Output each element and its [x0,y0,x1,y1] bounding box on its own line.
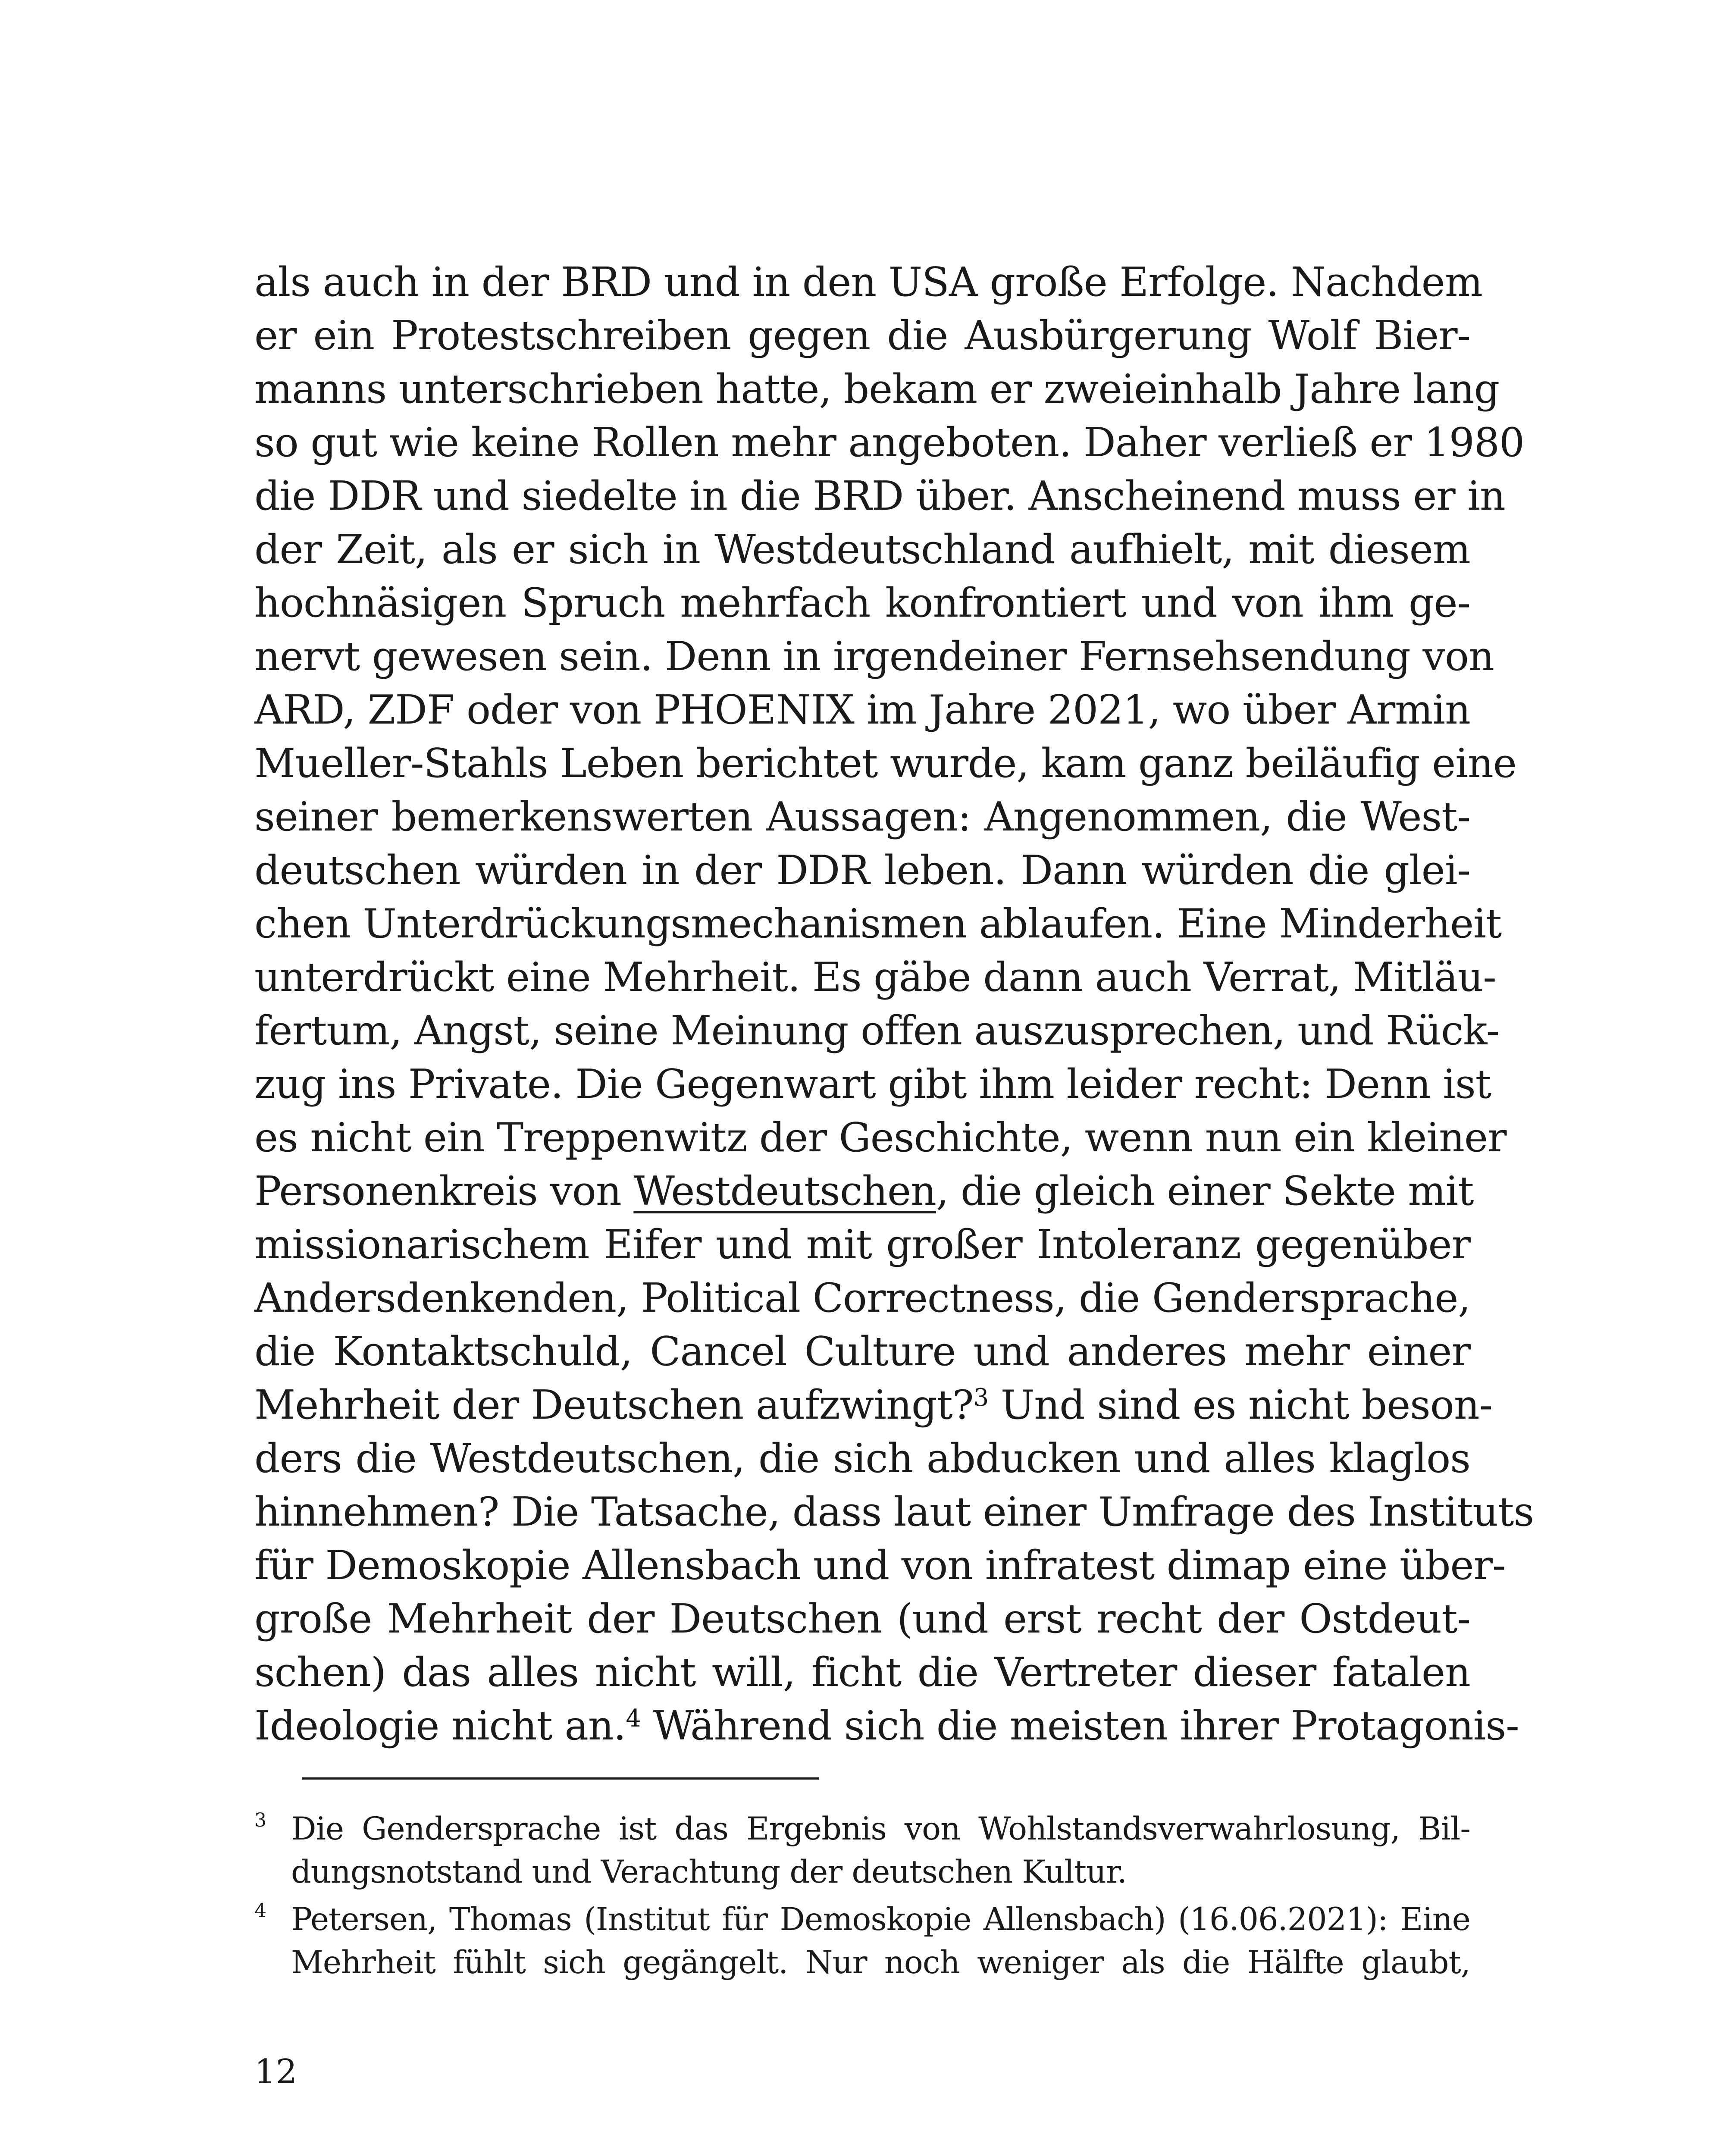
text-line: fertum, Angst, seine Meinung offen auszusprechen, und Rück- [254,1007,1500,1054]
text-segment: Während sich die meisten ihrer Protagonis- [641,1702,1519,1749]
text-line: Andersdenkenden, Political Correctness, die Gendersprache, [254,1275,1470,1321]
footnote [254,1808,1470,1894]
text-line-with-underline [254,1164,1474,1218]
text-line: für Demoskopie Allensbach und von infratest dimap eine über- [254,1542,1506,1589]
text-line: es nicht ein Treppenwitz der Geschichte, wenn nun ein kleiner [254,1114,1506,1161]
text-line: große Mehrheit der Deutschen (und erst recht der Ostdeut- [254,1595,1470,1642]
text-line: schen) das alles nicht will, ficht die Vertreter dieser fatalen [254,1649,1470,1695]
text-line: chen Unterdrückungsmechanismen ablaufen. Eine Minderheit [254,900,1502,947]
footnote [254,1898,1470,1984]
text-segment: Mehrheit der Deutschen aufzwingt? [254,1382,974,1428]
text-line: manns unterschrieben hatte, bekam er zweieinhalb Jahre lang [254,366,1500,412]
text-line: der Zeit, als er sich in Westdeutschland aufhielt, mit diesem [254,526,1470,573]
footnote-reference[interactable]: 4 [626,1705,641,1733]
text-line: unterdrückt eine Mehrheit. Es gäbe dann auch Verrat, Mitläu- [254,954,1496,1000]
text-line: deutschen würden in der DDR leben. Dann würden die glei- [254,847,1470,893]
text-line: zug ins Private. Die Gegenwart gibt ihm leider recht: Denn ist [254,1061,1491,1107]
text-line: nervt gewesen sein. Denn in irgendeiner Fernsehsendung von [254,633,1494,680]
footnote-marker: 4 [254,1900,266,1922]
footnote-line: dungsnotstand und Verachtung der deutschen Kultur. [291,1854,1127,1890]
text-line: die Kontaktschuld, Cancel Culture und anderes mehr einer [254,1328,1470,1375]
footnote-line: Die Gendersprache ist das Ergebnis von Wohlstandsverwahrlosung, Bil- [291,1811,1470,1847]
text-line: ARD, ZDF oder von PHOENIX im Jahre 2021, wo über Armin [254,686,1470,733]
text-line: ders die Westdeutschen, die sich abducken und alles klaglos [254,1435,1470,1482]
text-segment: Und sind es nicht beson- [988,1382,1493,1428]
body-text [254,255,1534,1752]
footnote-line: Mehrheit fühlt sich gegängelt. Nur noch weniger als die Hälfte glaubt, [291,1944,1470,1981]
text-segment: , die gleich einer Sekte mit [936,1168,1474,1214]
footnote-line: Petersen, Thomas (Institut für Demoskopie Allensbach) (16.06.2021): Eine [291,1901,1470,1938]
text-line: missionarischem Eifer und mit großer Intoleranz gegenüber [254,1221,1470,1268]
text-line: die DDR und siedelte in die BRD über. Anscheinend muss er in [254,473,1505,519]
footnote-separator [302,1777,819,1780]
footnote-reference[interactable]: 3 [973,1384,989,1412]
text-line: Mueller-Stahls Leben berichtet wurde, kam ganz beiläufig eine [254,740,1516,787]
text-line: seiner bemerkenswerten Aussagen: Angenommen, die West- [254,793,1470,840]
underlined-word: Westdeutschen [633,1168,936,1214]
text-line-with-footnote-ref [254,1378,1493,1432]
text-line: so gut wie keine Rollen mehr angeboten. Daher verließ er 1980 [254,419,1525,466]
text-line-with-footnote-ref [254,1699,1519,1752]
text-segment: Ideologie nicht an. [254,1702,626,1749]
text-line: hinnehmen? Die Tatsache, dass laut einer Umfrage des Instituts [254,1489,1534,1535]
footnote-marker: 3 [254,1809,266,1831]
text-line: hochnäsigen Spruch mehrfach konfrontiert und von ihm ge- [254,580,1470,626]
text-line: er ein Protestschreiben gegen die Ausbürgerung Wolf Bier- [254,312,1470,359]
text-line: als auch in der BRD und in den USA große Erfolge. Nachdem [254,259,1483,305]
page-number: 12 [254,2053,298,2091]
text-segment: Personenkreis von [254,1168,634,1214]
